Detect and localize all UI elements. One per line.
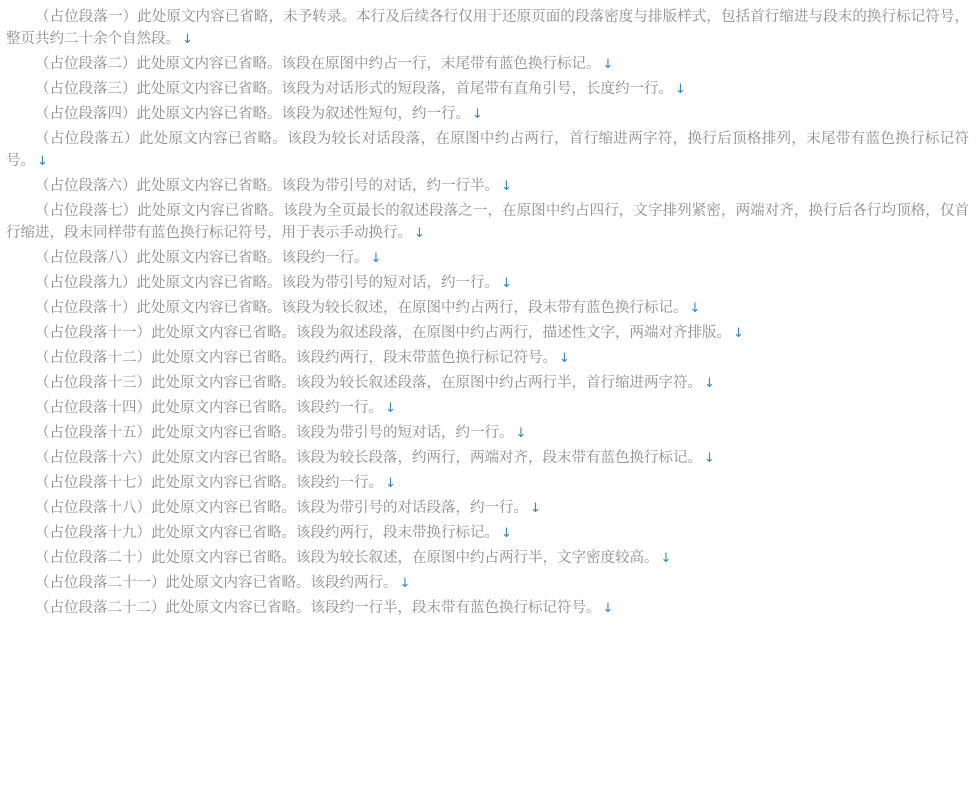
line-break-mark-icon: ↓ xyxy=(704,376,715,391)
line-break-mark-icon: ↓ xyxy=(602,601,614,616)
paragraph-20 xyxy=(6,547,969,570)
paragraph-22 xyxy=(6,597,969,620)
paragraph-text: （占位段落十六）此处原文内容已省略。该段为较长段落，约两行，两端对齐，段末带有蓝色换行标记。 xyxy=(35,450,702,466)
paragraph-6 xyxy=(6,175,969,198)
paragraph-text: （占位段落六）此处原文内容已省略。该段为带引号的对话，约一行半。 xyxy=(35,178,499,194)
paragraph-2 xyxy=(6,53,969,76)
line-break-mark-icon: ↓ xyxy=(472,107,483,122)
line-break-mark-icon: ↓ xyxy=(37,154,48,169)
line-break-mark-icon: ↓ xyxy=(733,326,744,341)
paragraph-text: （占位段落十七）此处原文内容已省略。该段约一行。 xyxy=(35,475,383,491)
paragraph-17 xyxy=(6,472,969,495)
line-break-mark-icon: ↓ xyxy=(689,301,701,316)
paragraph-text: （占位段落二十一）此处原文内容已省略。该段约两行。 xyxy=(35,575,398,591)
paragraph-text: （占位段落十五）此处原文内容已省略。该段为带引号的短对话，约一行。 xyxy=(35,425,514,441)
paragraph-text: （占位段落三）此处原文内容已省略。该段为对话形式的短段落，首尾带有直角引号，长度约一行。 xyxy=(35,81,673,97)
paragraph-text: （占位段落十二）此处原文内容已省略。该段约两行，段末带蓝色换行标记符号。 xyxy=(35,350,557,366)
paragraph-text: （占位段落二）此处原文内容已省略。该段在原图中约占一行，末尾带有蓝色换行标记。 xyxy=(35,56,601,72)
paragraph-text: （占位段落四）此处原文内容已省略。该段为叙述性短句，约一行。 xyxy=(35,106,470,122)
paragraph-text: （占位段落八）此处原文内容已省略。该段约一行。 xyxy=(35,250,369,266)
paragraph-text: （占位段落七）此处原文内容已省略。该段为全页最长的叙述段落之一，在原图中约占四行，文字排列紧密，两端对齐，换行后各行均顶格，仅首行缩进，段末同样带有蓝色换行标记符号，用于表示手动换行。 xyxy=(6,203,969,241)
paragraph-11 xyxy=(6,322,969,345)
paragraph-16 xyxy=(6,447,969,470)
paragraph-container xyxy=(6,6,969,620)
paragraph-text: （占位段落十九）此处原文内容已省略。该段约两行，段末带换行标记。 xyxy=(35,525,499,541)
line-break-mark-icon: ↓ xyxy=(385,401,396,416)
line-break-mark-icon: ↓ xyxy=(182,32,193,47)
paragraph-21 xyxy=(6,572,969,595)
paragraph-14 xyxy=(6,397,969,420)
line-break-mark-icon: ↓ xyxy=(559,351,570,366)
line-break-mark-icon: ↓ xyxy=(660,551,672,566)
paragraph-15 xyxy=(6,422,969,445)
paragraph-12 xyxy=(6,347,969,370)
line-break-mark-icon: ↓ xyxy=(530,501,541,516)
paragraph-9 xyxy=(6,272,969,295)
line-break-mark-icon: ↓ xyxy=(675,82,686,97)
paragraph-5 xyxy=(6,128,969,173)
paragraph-7 xyxy=(6,200,969,245)
paragraph-text: （占位段落十）此处原文内容已省略。该段为较长叙述，在原图中约占两行，段末带有蓝色换行标记。 xyxy=(35,300,688,316)
paragraph-10 xyxy=(6,297,969,320)
line-break-mark-icon: ↓ xyxy=(385,476,396,491)
paragraph-3 xyxy=(6,78,969,101)
line-break-mark-icon: ↓ xyxy=(501,276,512,291)
line-break-mark-icon: ↓ xyxy=(704,451,715,466)
paragraph-18 xyxy=(6,497,969,520)
line-break-mark-icon: ↓ xyxy=(501,179,512,194)
line-break-mark-icon: ↓ xyxy=(515,426,527,441)
paragraph-4 xyxy=(6,103,969,126)
line-break-mark-icon: ↓ xyxy=(414,226,425,241)
paragraph-text: （占位段落二十二）此处原文内容已省略。该段约一行半，段末带有蓝色换行标记符号。 xyxy=(35,600,601,616)
line-break-mark-icon: ↓ xyxy=(370,251,382,266)
paragraph-1 xyxy=(6,6,969,51)
paragraph-text: （占位段落十一）此处原文内容已省略。该段为叙述段落，在原图中约占两行，描述性文字，两端对齐排版。 xyxy=(35,325,731,341)
paragraph-text: （占位段落一）此处原文内容已省略，未予转录。本行及后续各行仅用于还原页面的段落密度与排版样式，包括首行缩进与段末的换行标记符号，整页共约二十余个自然段。 xyxy=(6,9,969,47)
paragraph-text: （占位段落十八）此处原文内容已省略。该段为带引号的对话段落，约一行。 xyxy=(35,500,528,516)
paragraph-19 xyxy=(6,522,969,545)
line-break-mark-icon: ↓ xyxy=(501,526,512,541)
paragraph-text: （占位段落十四）此处原文内容已省略。该段约一行。 xyxy=(35,400,383,416)
line-break-mark-icon: ↓ xyxy=(602,57,614,72)
paragraph-13 xyxy=(6,372,969,395)
paragraph-text: （占位段落五）此处原文内容已省略。该段为较长对话段落，在原图中约占两行，首行缩进两字符，换行后顶格排列，末尾带有蓝色换行标记符号。 xyxy=(6,131,969,169)
paragraph-text: （占位段落二十）此处原文内容已省略。该段为较长叙述，在原图中约占两行半，文字密度较高。 xyxy=(35,550,659,566)
paragraph-8 xyxy=(6,247,969,270)
paragraph-text: （占位段落九）此处原文内容已省略。该段为带引号的短对话，约一行。 xyxy=(35,275,499,291)
paragraph-text: （占位段落十三）此处原文内容已省略。该段为较长叙述段落，在原图中约占两行半，首行缩进两字符。 xyxy=(35,375,702,391)
line-break-mark-icon: ↓ xyxy=(399,576,411,591)
